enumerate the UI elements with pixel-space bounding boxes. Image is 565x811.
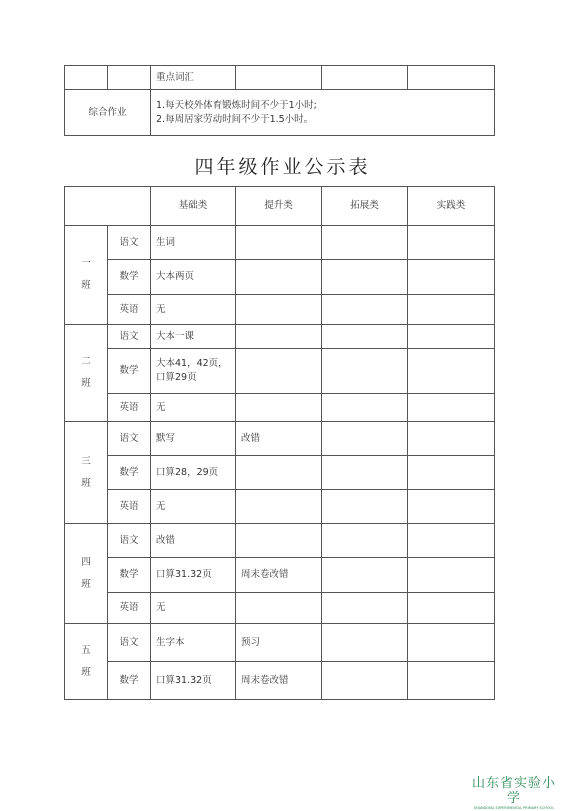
- improve-cell: 预习: [236, 624, 322, 662]
- improve-cell: [236, 593, 322, 624]
- subject-cell: 英语: [108, 593, 151, 624]
- practice-cell: [408, 456, 495, 490]
- practice-cell: [408, 349, 495, 394]
- page-title: 四年级作业公示表: [194, 156, 371, 178]
- logo-text: 山东省实验小学: [471, 776, 556, 806]
- top-cell: [236, 66, 322, 90]
- basic-cell: 无: [151, 490, 236, 524]
- subject-cell: 语文: [108, 524, 151, 558]
- practice-cell: [408, 624, 495, 662]
- logo-subtext: SHANDONG EXPERIMENTAL PRIMARY SCHOOL: [473, 806, 555, 810]
- top-cell: [108, 66, 151, 90]
- basic-cell: 大本41，42页，口算29页: [151, 349, 236, 394]
- homework-table: [64, 186, 495, 700]
- basic-cell: 口算31.32页: [151, 662, 236, 700]
- practice-cell: [408, 260, 495, 295]
- improve-cell: [236, 260, 322, 295]
- top-table: [64, 65, 495, 136]
- improve-cell: 改错: [236, 422, 322, 456]
- subject-cell: 英语: [108, 295, 151, 325]
- subject-cell: 数学: [108, 662, 151, 700]
- improve-cell: [236, 349, 322, 394]
- extend-cell: [322, 624, 408, 662]
- improve-cell: 周末卷改错: [236, 558, 322, 593]
- top-cell: [408, 66, 495, 90]
- improve-cell: [236, 226, 322, 260]
- school-logo: [468, 776, 560, 811]
- basic-cell: 改错: [151, 524, 236, 558]
- practice-cell: [408, 558, 495, 593]
- extend-cell: [322, 349, 408, 394]
- basic-cell: 生词: [151, 226, 236, 260]
- column-header: 拓展类: [322, 187, 408, 226]
- subject-cell: 语文: [108, 422, 151, 456]
- column-header: 实践类: [408, 187, 495, 226]
- practice-cell: [408, 422, 495, 456]
- improve-cell: [236, 295, 322, 325]
- practice-cell: [408, 325, 495, 349]
- subject-cell: 数学: [108, 349, 151, 394]
- column-header: 提升类: [236, 187, 322, 226]
- improve-cell: [236, 524, 322, 558]
- subject-cell: 英语: [108, 394, 151, 422]
- top-cell: [65, 66, 108, 90]
- extend-cell: [322, 325, 408, 349]
- improve-cell: [236, 456, 322, 490]
- practice-cell: [408, 593, 495, 624]
- improve-cell: [236, 325, 322, 349]
- subject-cell: 语文: [108, 325, 151, 349]
- practice-cell: [408, 524, 495, 558]
- basic-cell: 默写: [151, 422, 236, 456]
- practice-cell: [408, 295, 495, 325]
- basic-cell: 无: [151, 295, 236, 325]
- comprehensive-content: [151, 90, 495, 136]
- vocab-cell: 重点词汇: [151, 66, 236, 90]
- practice-cell: [408, 394, 495, 422]
- extend-cell: [322, 260, 408, 295]
- comprehensive-item: 2.每周居家劳动时间不少于1.5小时。: [156, 113, 314, 125]
- subject-cell: 英语: [108, 490, 151, 524]
- subject-cell: 语文: [108, 226, 151, 260]
- class-label: 一班: [65, 226, 108, 325]
- extend-cell: [322, 226, 408, 260]
- practice-cell: [408, 490, 495, 524]
- extend-cell: [322, 524, 408, 558]
- top-cell: [322, 66, 408, 90]
- class-label: 二班: [65, 325, 108, 422]
- class-label: 四班: [65, 524, 108, 624]
- extend-cell: [322, 593, 408, 624]
- practice-cell: [408, 226, 495, 260]
- extend-cell: [322, 558, 408, 593]
- comprehensive-label: 综合作业: [65, 90, 151, 136]
- comprehensive-item: 1.每天校外体育锻炼时间不少于1小时;: [156, 99, 317, 111]
- subject-cell: 数学: [108, 558, 151, 593]
- basic-cell: 无: [151, 593, 236, 624]
- subject-cell: 语文: [108, 624, 151, 662]
- basic-cell: 口算31.32页: [151, 558, 236, 593]
- improve-cell: [236, 490, 322, 524]
- subject-cell: 数学: [108, 456, 151, 490]
- basic-cell: 生字本: [151, 624, 236, 662]
- basic-cell: 大本两页: [151, 260, 236, 295]
- extend-cell: [322, 394, 408, 422]
- extend-cell: [322, 295, 408, 325]
- class-label: 三班: [65, 422, 108, 524]
- basic-cell: 无: [151, 394, 236, 422]
- subject-cell: 数学: [108, 260, 151, 295]
- header-blank: [65, 187, 151, 226]
- class-label: 五班: [65, 624, 108, 700]
- improve-cell: 周末卷改错: [236, 662, 322, 700]
- extend-cell: [322, 422, 408, 456]
- practice-cell: [408, 662, 495, 700]
- extend-cell: [322, 456, 408, 490]
- extend-cell: [322, 662, 408, 700]
- column-header: 基础类: [151, 187, 236, 226]
- improve-cell: [236, 394, 322, 422]
- basic-cell: 口算28，29页: [151, 456, 236, 490]
- basic-cell: 大本一课: [151, 325, 236, 349]
- extend-cell: [322, 490, 408, 524]
